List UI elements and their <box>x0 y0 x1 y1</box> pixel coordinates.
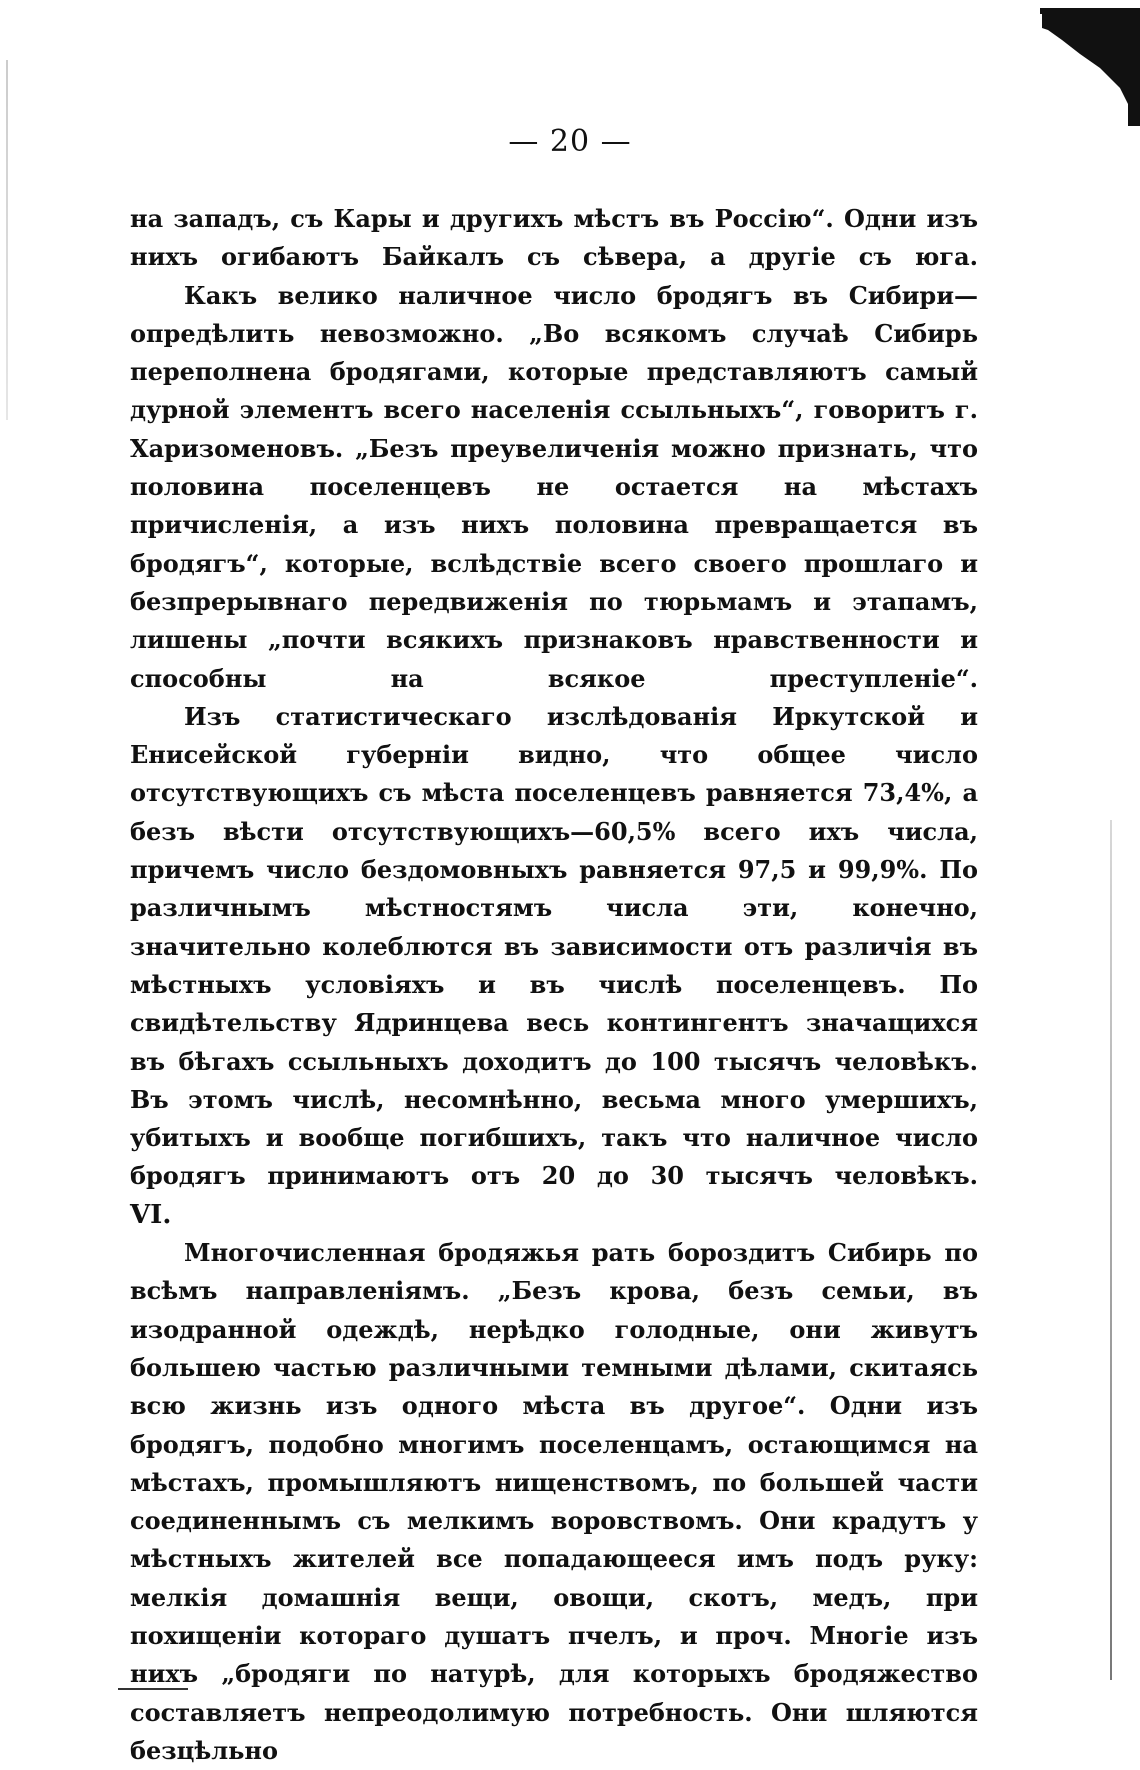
paragraph-1: на западъ, съ Кары и другихъ мѣстъ въ Россію“. Одни изъ нихъ огибаютъ Байкалъ съ сѣвера, а другіе съ юга. <box>130 204 978 272</box>
scan-corner-artifact <box>1040 8 1140 126</box>
paragraph-4: Многочисленная бродяжья рать бороздитъ Сибирь по всѣмъ направленіямъ. „Безъ крова, безъ семьи, въ изодранной одеждѣ, нерѣдко голодные, они живутъ большею частью различными темными дѣлами, скитаясь всю жизнь изъ одного мѣста въ другое“. Одни изъ бродягъ, подобно многимъ поселенцамъ, остающимся на мѣстахъ, промышляютъ нищенствомъ, по большей части соединеннымъ съ мелкимъ воровствомъ. Они крадутъ у мѣстныхъ жителей все попадающееся имъ подъ руку: мелкія домашнія вещи, овощи, скотъ, медъ, при похищеніи котораго душатъ пчелъ, и проч. Многіе изъ нихъ „бродяги по натурѣ, для которыхъ бродяжество составляетъ непреодолимую потребность. Они шляются безцѣльно <box>130 1238 978 1765</box>
paragraph-2: Какъ велико наличное число бродягъ въ Сибири—опредѣлить невозможно. „Во всякомъ случаѣ Сибирь переполнена бродягами, которые представляютъ самый дурной элементъ всего населенія ссыльныхъ“, говоритъ г. Харизоменовъ. „Безъ преувеличенія можно признать, что половина поселенцевъ не остается на мѣстахъ причисленія, а изъ нихъ половина превращается въ бродягъ“, которые, вслѣдствіе всего своего прошлаго и безпрерывнаго передвиженія по тюрьмамъ и этапамъ, лишены „почти всякихъ признаковъ нравственности и способны на всякое преступленіе“. <box>130 280 978 693</box>
section-heading: VI. <box>130 1199 172 1230</box>
page-number: — 20 — <box>508 124 632 159</box>
body-text <box>130 200 978 1770</box>
paragraph-3: Изъ статистическаго изслѣдованія Иркутской и Енисейской губерніи видно, что общее число отсутствующихъ съ мѣста поселенцевъ равняется 73,4%, а безъ вѣсти отсутствующихъ—60,5% всего ихъ числа, причемъ число бездомовныхъ равняется 97,5 и 99,9%. По различнымъ мѣстностямъ числа эти, конечно, значительно колеблются въ зависимости отъ различія въ мѣстныхъ условіяхъ и въ числѣ поселенцевъ. По свидѣтельству Ядринцева весь контингентъ значащихся въ бѣгахъ ссыльныхъ доходитъ до 100 тысячъ человѣкъ. Въ этомъ числѣ, несомнѣнно, весьма много умершихъ, убитыхъ и вообще погибшихъ, такъ что наличное число бродягъ принимаютъ отъ 20 до 30 тысячъ человѣкъ. <box>130 701 978 1191</box>
scan-edge-line-left <box>6 60 8 420</box>
scan-edge-line-right <box>1110 820 1112 1680</box>
